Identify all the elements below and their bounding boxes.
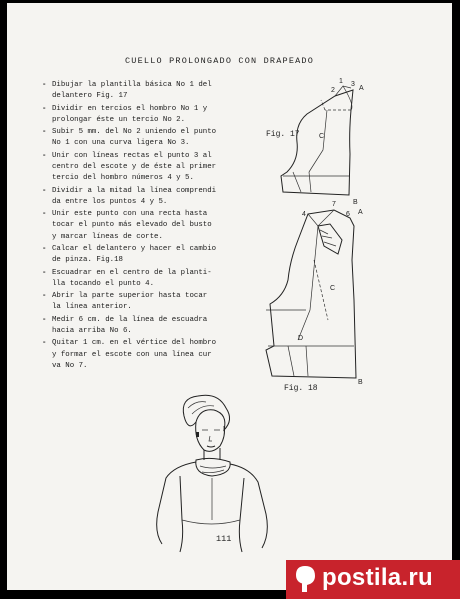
figure-17-pattern [265,80,375,210]
instruction-list [42,80,264,373]
instruction-step: - Dividir a la mitad la línea comprendi da entre los puntos 4 y 5. [42,186,264,208]
fig17-point-b: B [353,199,358,206]
fig17-point-2: 2 [331,87,335,94]
instruction-step: - Unir este punto con una recta hasta tocar el punto más elevado del busto y marcar líneas de corte. [42,209,264,243]
instruction-step: - Medir 6 cm. de la línea de escuadra hacia arriba No 6. [42,315,264,337]
instruction-step: - Escuadrar en el centro de la planti- lla tocando el punto 4. [42,268,264,290]
svg-text:C: C [330,285,336,292]
svg-text:D: D [298,335,304,342]
instruction-step: - Dividir en tercios el hombro No 1 y prolongar éste un tercio No 2. [42,104,264,126]
instruction-step: - Abrir la parte superior hasta tocar la línea anterior. [42,291,264,313]
svg-text:C: C [319,133,325,140]
fig18-point-b: B [358,379,363,386]
instruction-step: - Dibujar la plantilla básica No 1 del delantero Fig. 17 [42,80,264,102]
instruction-step: - Calcar el delantero y hacer el cambio de pinza. Fig.18 [42,244,264,266]
page-number: 111 [216,534,232,544]
instruction-step: - Subir 5 mm. del No 2 uniendo el punto No 1 con una curva ligera No 3. [42,127,264,149]
fig17-point-3: 3 [351,81,355,88]
fig17-point-1: 1 [339,78,343,85]
fig18-point-7: 7 [332,201,336,208]
figure-17-label: Fig. 17 [266,130,300,139]
fig18-point-6: 6 [346,211,350,218]
figure-18-label: Fig. 18 [284,384,318,393]
postila-logo-icon [294,565,316,593]
fashion-illustration [140,392,280,560]
fig17-point-a: A [359,85,364,92]
watermark-text: postila.ru [322,564,434,591]
postila-watermark [286,560,460,599]
fig18-point-4: 4 [302,211,306,218]
figure-18-pattern [258,200,378,390]
fig18-point-a: A [358,209,363,216]
instruction-step: - Unir con líneas rectas el punto 3 al centro del escote y de éste al primer tercio del hombro números 4 y 5. [42,151,264,185]
page-title: CUELLO PROLONGADO CON DRAPEADO [125,56,315,66]
instruction-step: - Quitar 1 cm. en el vértice del hombro y formar el escote con una línea cur va No 7. [42,338,264,372]
